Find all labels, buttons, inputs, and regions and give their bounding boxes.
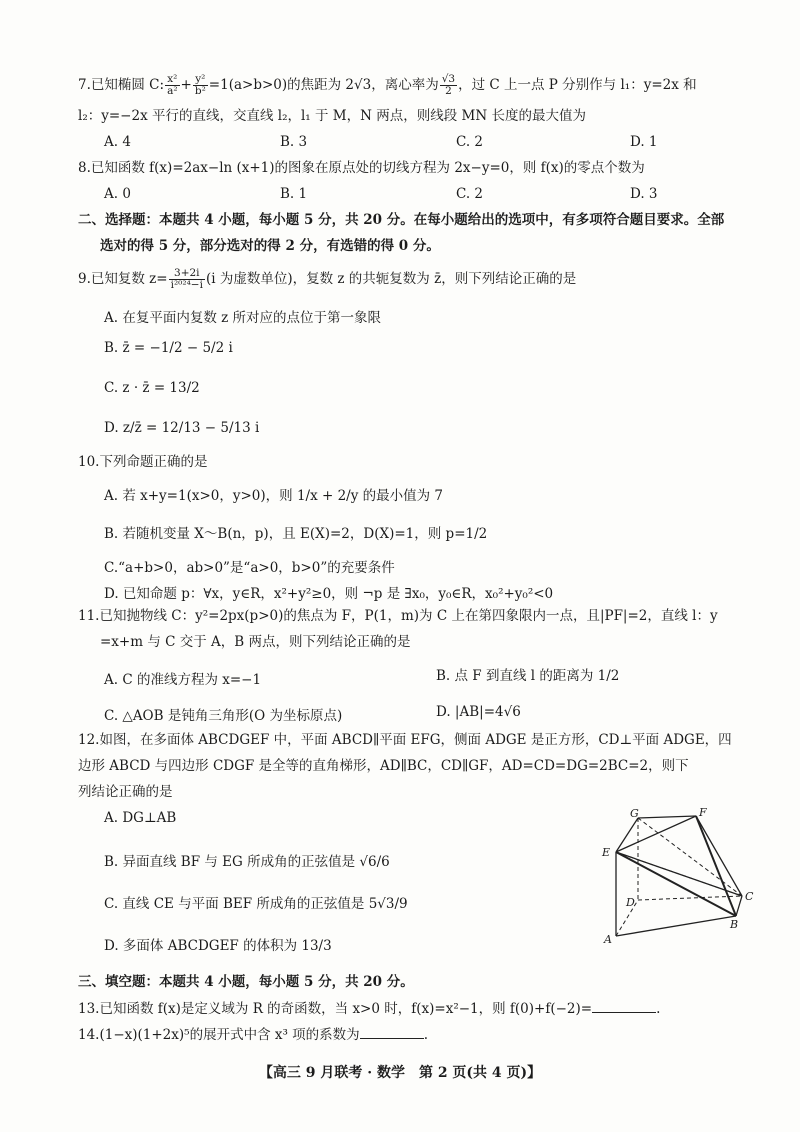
q14: 14.(1−x)(1+2x)⁵的展开式中含 x³ 项的系数为 . xyxy=(78,1027,428,1043)
q12-option-d: D. 多面体 ABCDGEF 的体积为 13/3 xyxy=(104,938,332,954)
label-c: C xyxy=(745,890,754,903)
edge-gf xyxy=(638,816,696,818)
q12-stem-line2: 边形 ABCD 与四边形 CDGF 是全等的直角梯形，AD∥BC，CD∥GF，AD=CD=DG=2BC=2，则下 xyxy=(78,758,689,774)
q12-stem-line1: 12.如图，在多面体 ABCDGEF 中，平面 ABCD∥平面 EFG，侧面 ADGE 是正方形，CD⊥平面 ADGE，四 xyxy=(78,732,732,748)
q11-option-d: D. |AB|=4√6 xyxy=(436,704,521,720)
q12-stem-line3: 列结论正确的是 xyxy=(78,784,173,800)
edge-gc-hidden xyxy=(638,818,742,896)
q10-option-a: A. 若 x+y=1(x>0，y>0)，则 1/x + 2/y 的最小值为 7 xyxy=(104,488,444,504)
edge-bc xyxy=(736,896,742,916)
polyhedron-figure xyxy=(596,808,764,946)
section3-heading: 三、填空题：本题共 4 小题，每小题 5 分，共 20 分。 xyxy=(78,974,414,990)
q9-option-d: D. z/z̄ = 12/13 − 5/13 i xyxy=(104,420,260,436)
section2-heading-cont: 选对的得 5 分，部分选对的得 2 分，有选错的得 0 分。 xyxy=(100,238,440,254)
q11-stem-line1: 11.已知抛物线 C：y²=2px(p>0)的焦点为 F，P(1，m)为 C 上在第四象限内一点，且|PF|=2，直线 l：y xyxy=(78,608,718,624)
label-g: G xyxy=(630,808,639,820)
label-e: E xyxy=(602,846,611,859)
q11-option-b: B. 点 F 到直线 l 的距离为 1/2 xyxy=(436,668,620,684)
label-d: D xyxy=(626,896,635,909)
q8-option-c: C. 2 xyxy=(456,186,484,202)
edge-dc-hidden xyxy=(638,896,742,900)
q7-stem-line1: 7.已知椭圆 C: $\frac{\text{x²}}{\text{a²}}$ + $\frac{\text{y²}}{\text{b²}}$ =1(a>b>0)的焦距为 2√3，离心率为 $\frac{√3}{2}$ ，过 C 上一点 P 分别作与 l₁：y=2x 和 xyxy=(78,73,697,98)
q14-answer-blank[interactable] xyxy=(360,1026,424,1039)
label-a: A xyxy=(604,933,612,946)
q12-option-c: C. 直线 CE 与平面 BEF 所成角的正弦值是 5√3/9 xyxy=(104,896,408,912)
q7-option-d: D. 1 xyxy=(630,134,658,150)
q12-option-b: B. 异面直线 BF 与 EG 所成角的正弦值是 √6/6 xyxy=(104,854,390,870)
page-footer: 【高三 9 月联考 · 数学 第 2 页(共 4 页)】 xyxy=(258,1065,542,1081)
q8-option-b: B. 1 xyxy=(280,186,308,202)
q8-stem: 8.已知函数 f(x)=2ax−ln (x+1)的图象在原点处的切线方程为 2x−y=0，则 f(x)的零点个数为 xyxy=(78,160,645,176)
q10-stem: 10.下列命题正确的是 xyxy=(78,454,208,470)
edge-fc xyxy=(696,816,742,896)
q12-option-a: A. DG⊥AB xyxy=(104,810,177,826)
q11-stem-line2: =x+m 与 C 交于 A，B 两点，则下列结论正确的是 xyxy=(100,634,411,650)
q11-option-a: A. C 的准线方程为 x=−1 xyxy=(104,672,262,688)
q7-stem-line2: l₂：y=−2x 平行的直线，交直线 l₂，l₁ 于 M，N 两点，则线段 MN 长度的最大值为 xyxy=(78,108,586,124)
q10-option-b: B. 若随机变量 X～B(n，p)，且 E(X)=2，D(X)=1，则 p=1/2 xyxy=(104,526,488,542)
q8-option-d: D. 3 xyxy=(630,186,658,202)
edge-ab xyxy=(616,916,739,936)
section2-heading: 二、选择题：本题共 4 小题，每小题 5 分，共 20 分。在每小题给出的选项中，有多项符合题目要求。全部 xyxy=(78,212,725,228)
label-b: B xyxy=(730,918,739,931)
q9-option-b: B. z̄ = −1/2 − 5/2 i xyxy=(104,340,233,356)
q8-option-a: A. 0 xyxy=(104,186,131,202)
q7-option-a: A. 4 xyxy=(104,134,131,150)
q13-answer-blank[interactable] xyxy=(592,1000,656,1013)
label-f: F xyxy=(699,808,707,819)
q7-option-c: C. 2 xyxy=(456,134,484,150)
q9-stem: 9.已知复数 z= $\frac{3+2i}{\text{i²⁰²⁴−i}}$ (i 为虚数单位)，复数 z 的共轭复数为 z̄，则下列结论正确的是 xyxy=(78,267,577,292)
q10-option-c: C.“a+b>0，ab>0”是“a>0，b>0”的充要条件 xyxy=(104,560,395,576)
q10-option-d: D. 已知命题 p：∀x，y∈R，x²+y²≥0，则 ¬p 是 ∃x₀，y₀∈R，x₀²+y₀²<0 xyxy=(104,586,554,602)
q13: 13.已知函数 f(x)是定义域为 R 的奇函数，当 x>0 时，f(x)=x²−1，则 f(0)+f(−2)= . xyxy=(78,1001,661,1017)
q9-option-c: C. z · z̄ = 13/2 xyxy=(104,380,200,396)
q7-option-b: B. 3 xyxy=(280,134,308,150)
q11-option-c: C. △AOB 是钝角三角形(O 为坐标原点) xyxy=(104,708,343,724)
q9-option-a: A. 在复平面内复数 z 所对应的点位于第一象限 xyxy=(104,310,382,326)
